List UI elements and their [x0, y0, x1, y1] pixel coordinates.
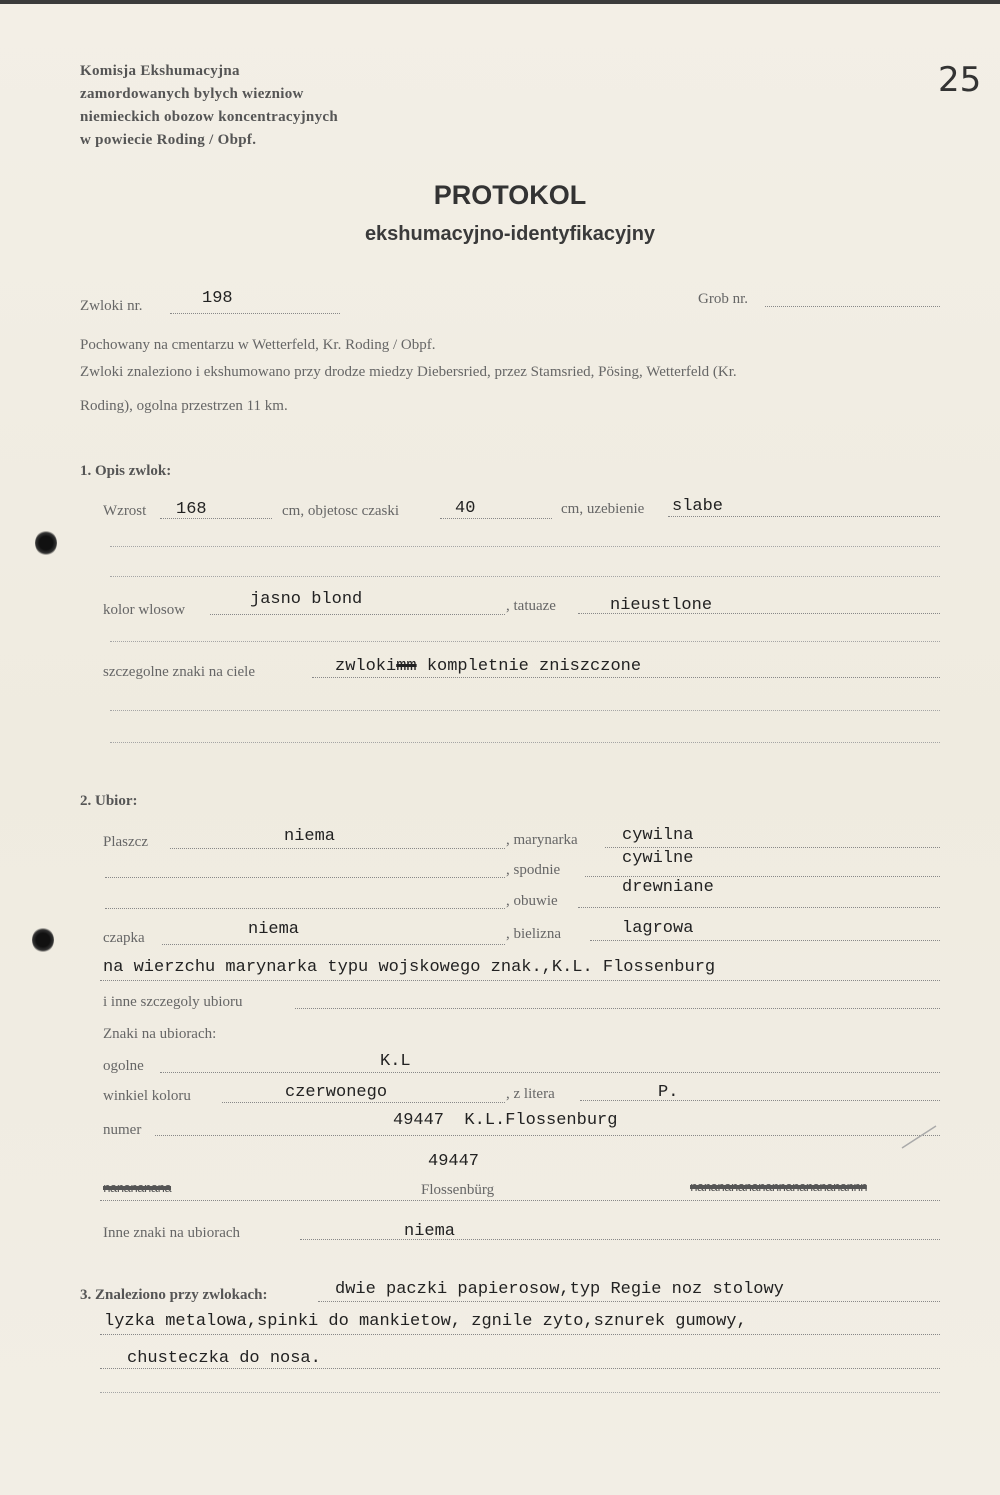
tattoo-label: , tatuaze: [506, 598, 556, 614]
found-location-line-1: Zwloki znaleziono i ekshumowano przy drodze miedzy Diebersried, przez Stamsried, Pösing, Wetterfeld (Kr.: [80, 364, 737, 380]
general-marks-value: K.L: [380, 1052, 411, 1071]
document-subtitle: ekshumacyjno-identyfikacyjny: [364, 223, 656, 245]
coat-value: niema: [284, 827, 336, 846]
skull-line: [440, 518, 552, 519]
hair-color-label: kolor wlosow: [103, 602, 186, 618]
body-marks-value: [335, 657, 641, 676]
body-marks-value-end: kompletnie zniszczone: [416, 657, 642, 676]
header-line-3: niemieckich obozow koncentracyjnych: [80, 109, 338, 125]
general-marks-label: ogolne: [103, 1058, 144, 1074]
underwear-label: , bielizna: [506, 926, 561, 942]
underwear-value: lagrowa: [622, 919, 694, 938]
grave-number-line: [765, 306, 940, 307]
clothing-marks-label: Znaki na ubiorach:: [103, 1026, 217, 1042]
other-clothing-details-label: i inne szczegoly ubioru: [103, 994, 243, 1010]
burial-place: Pochowany na cmentarzu w Wetterfeld, Kr. Roding / Obpf.: [80, 337, 436, 353]
triangle-color-line: [222, 1102, 505, 1103]
body-marks-label: szczegolne znaki na ciele: [103, 664, 255, 680]
body-number-label: Zwloki nr.: [80, 298, 143, 314]
items-found-line-2: lyzka metalowa,spinki do mankietow, zgnile zyto,sznurek gumowy,: [104, 1312, 747, 1331]
found-location-line-2: Roding), ogolna przestrzen 11 km.: [80, 398, 288, 414]
tattoo-value: nieustlone: [610, 596, 713, 615]
trousers-value: cywilne: [622, 849, 694, 868]
blank-line: [110, 710, 940, 711]
height-label: Wzrost: [103, 503, 147, 519]
general-marks-line: [160, 1072, 940, 1073]
blank-line: [110, 546, 940, 547]
prisoner-number-value: 49447 K.L.Flossenburg: [393, 1111, 618, 1130]
scan-edge: [0, 0, 1000, 4]
hair-color-line: [210, 614, 505, 615]
other-clothing-details-line: [295, 1008, 940, 1009]
items-found-line-3-rule: [100, 1368, 940, 1369]
blank-line: [100, 1392, 940, 1393]
jacket-label: , marynarka: [506, 832, 578, 848]
body-marks-value-start: zwloki: [335, 657, 397, 676]
shoes-left-line: [105, 908, 505, 909]
coat-label: Plaszcz: [103, 834, 148, 850]
stamp-place: Flossenbürg: [421, 1182, 495, 1198]
stamp-line: [100, 1200, 940, 1201]
shoes-line: [578, 907, 940, 908]
items-found-line-3: chusteczka do nosa.: [127, 1349, 321, 1368]
trousers-label: , spodnie: [506, 862, 561, 878]
blank-line: [110, 576, 940, 577]
blank-line: [110, 641, 940, 642]
underwear-line: [590, 940, 940, 941]
header-line-4: w powiecie Roding / Obpf.: [80, 132, 257, 148]
letter-line: [580, 1100, 940, 1101]
coat-line: [170, 848, 505, 849]
body-number-line: [170, 313, 340, 314]
triangle-color-value: czerwonego: [285, 1083, 388, 1102]
punch-hole-bottom: [32, 927, 54, 953]
cap-line: [162, 944, 505, 945]
blank-line: [110, 742, 940, 743]
trousers-line: [585, 876, 940, 877]
pen-mark-icon: [900, 1122, 940, 1152]
outer-garment-note: na wierzchu marynarka typu wojskowego znak.,K.L. Flossenburg: [103, 958, 716, 977]
shoes-label: , obuwie: [506, 893, 558, 909]
body-marks-strikeout: mm: [396, 657, 417, 676]
teeth-label: cm, uzebienie: [561, 501, 645, 517]
cap-value: niema: [248, 920, 300, 939]
hair-color-value: jasno blond: [250, 590, 363, 609]
teeth-line: [668, 516, 940, 517]
other-marks-line: [300, 1239, 940, 1240]
struck-out-text-left: nanananana: [103, 1181, 172, 1196]
letter-label: , z litera: [506, 1086, 555, 1102]
grave-number-label: Grob nr.: [698, 291, 748, 307]
cap-label: czapka: [103, 930, 145, 946]
teeth-value: slabe: [672, 497, 724, 516]
punch-hole-top: [35, 530, 57, 556]
letter-value: P.: [658, 1083, 679, 1102]
struck-out-text-right: nanananananannananananannn: [690, 1180, 867, 1195]
items-found-line-2-rule: [100, 1334, 940, 1335]
body-number-value: 198: [202, 289, 233, 308]
outer-garment-line: [100, 980, 940, 981]
skull-value: 40: [455, 499, 476, 518]
section-2-title: 2. Ubior:: [80, 793, 138, 809]
other-marks-value: niema: [404, 1222, 456, 1241]
section-1-title: 1. Opis zwlok:: [80, 463, 172, 479]
body-marks-line: [312, 677, 940, 678]
shoes-value: drewniane: [622, 878, 714, 897]
other-marks-label: Inne znaki na ubiorach: [103, 1225, 241, 1241]
trousers-left-line: [105, 877, 505, 878]
height-unit-label: cm, objetosc czaski: [282, 503, 400, 519]
header-line-1: Komisja Ekshumacyjna: [80, 63, 240, 79]
section-3-title: 3. Znaleziono przy zwlokach:: [80, 1287, 268, 1303]
page-number: 25: [938, 60, 982, 100]
document-title: PROTOKOL: [433, 180, 587, 210]
prisoner-number-label: numer: [103, 1122, 142, 1138]
height-value: 168: [176, 500, 207, 519]
triangle-color-label: winkiel koloru: [103, 1088, 191, 1104]
prisoner-number-line: [155, 1135, 940, 1136]
header-line-2: zamordowanych bylych wiezniow: [80, 86, 304, 102]
items-found-line-1-rule: [318, 1301, 940, 1302]
jacket-value: cywilna: [622, 826, 694, 845]
stamp-number: 49447: [428, 1152, 480, 1171]
items-found-line-1: dwie paczki papierosow,typ Regie noz stolowy: [335, 1280, 784, 1299]
jacket-line: [605, 847, 940, 848]
